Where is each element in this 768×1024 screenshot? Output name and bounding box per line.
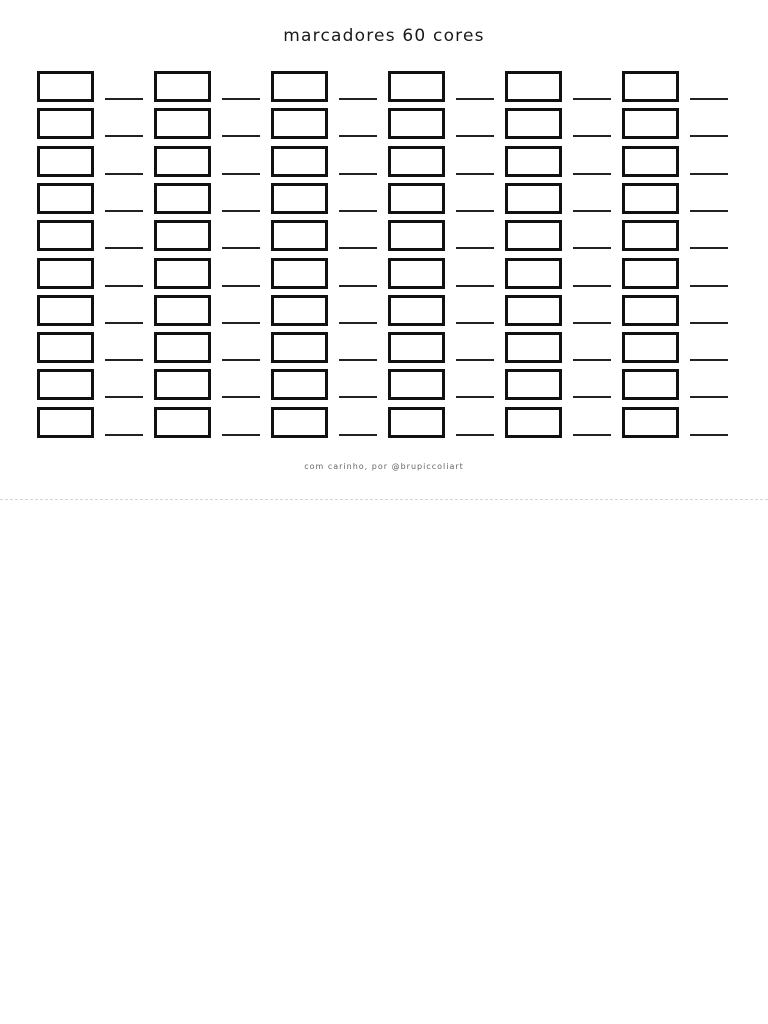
swatch-entry <box>388 220 505 252</box>
swatch-entry <box>271 220 388 252</box>
swatch-entry <box>154 369 271 401</box>
swatch-entry <box>154 71 271 103</box>
color-swatch-box <box>271 71 328 102</box>
swatch-entry <box>622 146 739 178</box>
color-swatch-box <box>388 295 445 326</box>
color-name-line <box>573 98 611 100</box>
swatch-entry <box>271 332 388 364</box>
swatch-entry <box>505 183 622 215</box>
color-swatch-box <box>37 369 94 400</box>
page-title: marcadores 60 cores <box>283 26 485 46</box>
color-swatch-box <box>154 71 211 102</box>
swatch-entry <box>388 146 505 178</box>
swatch-entry <box>271 295 388 327</box>
color-name-line <box>456 359 494 361</box>
color-swatch-box <box>37 146 94 177</box>
color-swatch-box <box>388 220 445 251</box>
color-swatch-box <box>388 183 445 214</box>
color-name-line <box>456 434 494 436</box>
color-swatch-box <box>271 146 328 177</box>
color-swatch-box <box>505 220 562 251</box>
swatch-entry <box>37 369 154 401</box>
swatch-entry <box>154 108 271 140</box>
color-name-line <box>222 173 260 175</box>
color-swatch-box <box>271 407 328 438</box>
color-swatch-box <box>154 108 211 139</box>
color-swatch-box <box>37 220 94 251</box>
color-swatch-box <box>388 71 445 102</box>
color-swatch-box <box>154 295 211 326</box>
swatch-entry <box>505 369 622 401</box>
swatch-entry <box>622 407 739 439</box>
color-swatch-box <box>505 369 562 400</box>
color-swatch-box <box>388 108 445 139</box>
color-name-line <box>456 285 494 287</box>
swatch-entry <box>271 183 388 215</box>
color-swatch-box <box>37 258 94 289</box>
color-name-line <box>105 210 143 212</box>
color-name-line <box>339 98 377 100</box>
color-swatch-box <box>622 295 679 326</box>
color-swatch-box <box>505 295 562 326</box>
color-swatch-box <box>271 183 328 214</box>
color-swatch-box <box>154 146 211 177</box>
color-name-line <box>690 98 728 100</box>
swatch-entry <box>622 108 739 140</box>
swatch-entry <box>388 183 505 215</box>
swatch-entry <box>388 407 505 439</box>
color-swatch-box <box>154 332 211 363</box>
color-swatch-box <box>37 295 94 326</box>
swatch-entry <box>505 407 622 439</box>
swatch-entry <box>388 369 505 401</box>
color-swatch-box <box>622 146 679 177</box>
color-name-line <box>690 434 728 436</box>
swatch-entry <box>388 108 505 140</box>
swatch-entry <box>505 295 622 327</box>
color-name-line <box>690 210 728 212</box>
color-name-line <box>105 173 143 175</box>
color-name-line <box>105 247 143 249</box>
color-swatch-box <box>388 146 445 177</box>
swatch-entry <box>37 183 154 215</box>
swatch-entry <box>37 71 154 103</box>
color-name-line <box>222 434 260 436</box>
swatch-entry <box>37 332 154 364</box>
swatch-entry <box>37 146 154 178</box>
color-name-line <box>222 285 260 287</box>
color-swatch-box <box>505 332 562 363</box>
color-name-line <box>456 173 494 175</box>
swatch-entry <box>622 295 739 327</box>
color-name-line <box>573 434 611 436</box>
color-name-line <box>573 210 611 212</box>
color-swatch-box <box>622 71 679 102</box>
color-swatch-box <box>271 258 328 289</box>
color-name-line <box>222 98 260 100</box>
page-divider <box>0 499 768 500</box>
color-name-line <box>456 396 494 398</box>
color-name-line <box>573 173 611 175</box>
color-name-line <box>105 434 143 436</box>
swatch-entry <box>37 258 154 290</box>
color-name-line <box>690 173 728 175</box>
color-swatch-box <box>505 146 562 177</box>
color-swatch-box <box>154 258 211 289</box>
swatch-entry <box>622 71 739 103</box>
color-name-line <box>339 173 377 175</box>
swatch-entry <box>388 332 505 364</box>
swatch-entry <box>388 258 505 290</box>
color-swatch-box <box>271 108 328 139</box>
swatch-entry <box>505 220 622 252</box>
color-name-line <box>339 247 377 249</box>
swatch-entry <box>154 332 271 364</box>
color-swatch-box <box>271 220 328 251</box>
color-name-line <box>339 396 377 398</box>
swatch-entry <box>622 258 739 290</box>
color-name-line <box>222 247 260 249</box>
swatch-entry <box>622 183 739 215</box>
color-name-line <box>456 247 494 249</box>
color-swatch-box <box>388 258 445 289</box>
color-swatch-box <box>271 295 328 326</box>
swatch-entry <box>271 71 388 103</box>
color-name-line <box>339 322 377 324</box>
color-swatch-box <box>388 407 445 438</box>
color-swatch-box <box>505 183 562 214</box>
color-name-line <box>456 322 494 324</box>
swatch-entry <box>271 369 388 401</box>
swatch-entry <box>37 407 154 439</box>
color-name-line <box>573 322 611 324</box>
color-name-line <box>573 247 611 249</box>
color-name-line <box>222 396 260 398</box>
color-name-line <box>573 359 611 361</box>
color-swatch-box <box>505 407 562 438</box>
swatch-entry <box>271 108 388 140</box>
color-name-line <box>690 285 728 287</box>
color-name-line <box>222 135 260 137</box>
color-swatch-grid <box>37 71 737 441</box>
color-name-line <box>105 135 143 137</box>
color-name-line <box>339 285 377 287</box>
swatch-entry <box>505 108 622 140</box>
color-name-line <box>105 98 143 100</box>
color-name-line <box>690 247 728 249</box>
swatch-entry <box>154 258 271 290</box>
swatch-entry <box>622 332 739 364</box>
color-swatch-box <box>622 108 679 139</box>
color-swatch-box <box>154 220 211 251</box>
swatch-entry <box>154 183 271 215</box>
color-name-line <box>222 359 260 361</box>
color-name-line <box>573 135 611 137</box>
color-name-line <box>573 285 611 287</box>
swatch-entry <box>37 108 154 140</box>
swatch-entry <box>271 146 388 178</box>
swatch-entry <box>505 332 622 364</box>
color-swatch-box <box>505 71 562 102</box>
color-swatch-box <box>505 258 562 289</box>
swatch-entry <box>622 369 739 401</box>
color-swatch-box <box>154 369 211 400</box>
swatch-entry <box>388 71 505 103</box>
swatch-entry <box>622 220 739 252</box>
swatch-entry <box>154 407 271 439</box>
swatch-entry <box>271 407 388 439</box>
credit-text: com carinho, por @brupiccoliart <box>304 462 464 471</box>
color-name-line <box>690 359 728 361</box>
color-swatch-box <box>37 183 94 214</box>
swatch-entry <box>271 258 388 290</box>
color-swatch-box <box>622 332 679 363</box>
printable-sheet <box>0 0 768 500</box>
color-name-line <box>105 359 143 361</box>
color-swatch-box <box>505 108 562 139</box>
color-swatch-box <box>37 407 94 438</box>
color-name-line <box>339 359 377 361</box>
color-name-line <box>105 396 143 398</box>
swatch-entry <box>37 295 154 327</box>
swatch-entry <box>505 146 622 178</box>
color-name-line <box>690 322 728 324</box>
color-swatch-box <box>388 332 445 363</box>
color-name-line <box>573 396 611 398</box>
swatch-entry <box>505 258 622 290</box>
color-name-line <box>339 135 377 137</box>
color-swatch-box <box>388 369 445 400</box>
color-name-line <box>339 434 377 436</box>
color-swatch-box <box>271 369 328 400</box>
color-name-line <box>222 322 260 324</box>
color-swatch-box <box>622 220 679 251</box>
swatch-entry <box>154 295 271 327</box>
color-swatch-box <box>154 183 211 214</box>
color-swatch-box <box>622 369 679 400</box>
color-name-line <box>456 98 494 100</box>
swatch-entry <box>388 295 505 327</box>
color-name-line <box>105 285 143 287</box>
color-name-line <box>222 210 260 212</box>
color-swatch-box <box>37 332 94 363</box>
color-name-line <box>105 322 143 324</box>
swatch-entry <box>37 220 154 252</box>
color-swatch-box <box>154 407 211 438</box>
color-name-line <box>456 210 494 212</box>
color-swatch-box <box>37 71 94 102</box>
color-name-line <box>690 396 728 398</box>
color-swatch-box <box>622 258 679 289</box>
swatch-entry <box>154 146 271 178</box>
color-swatch-box <box>622 407 679 438</box>
color-swatch-box <box>271 332 328 363</box>
color-name-line <box>690 135 728 137</box>
swatch-entry <box>505 71 622 103</box>
swatch-entry <box>154 220 271 252</box>
color-name-line <box>456 135 494 137</box>
color-name-line <box>339 210 377 212</box>
color-swatch-box <box>622 183 679 214</box>
color-swatch-box <box>37 108 94 139</box>
